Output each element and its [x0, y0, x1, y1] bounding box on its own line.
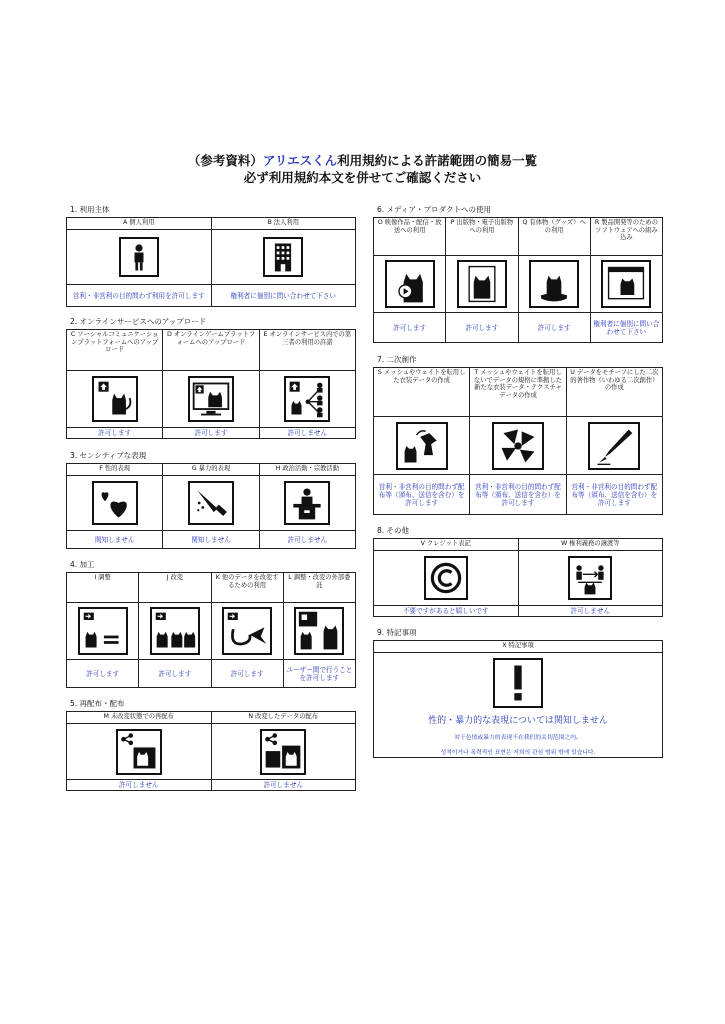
new-outfit-icon: [492, 422, 544, 470]
cell-header-m: M 未改変状態での再配布: [67, 712, 212, 724]
section-other: [373, 526, 663, 617]
status-i: 許可します: [67, 660, 139, 688]
status-e: 許可しません: [259, 428, 355, 439]
pen-icon: [588, 422, 640, 470]
status-s: 営利・非営利の目的問わず配布等（頒布、送信を含む）を許可します: [374, 475, 470, 515]
cell-header-b: B 法人利用: [211, 218, 356, 230]
building-icon: [263, 237, 303, 277]
person-icon: [119, 237, 159, 277]
cell-header-j: J 改変: [139, 573, 211, 603]
cell-header-k: K 他のデータを改変するための利用: [211, 573, 283, 603]
note-korean: 성적이거나 폭력적인 표현은 저희의 관심 범위 밖에 있습니다.: [440, 750, 596, 756]
section-title: 5. 再配布・配布: [70, 699, 125, 708]
cell-header-x: X 特記事項: [374, 641, 663, 653]
cell-header-l: L 調整・改変の外部委託: [283, 573, 355, 603]
section-special-notes: [373, 628, 663, 758]
share-users-icon: [284, 376, 330, 422]
status-n: 許可しません: [211, 780, 356, 791]
status-k: 許可します: [211, 660, 283, 688]
transfer-icon: [568, 556, 612, 600]
status-a: 営利・非営利の目的問わず利用を許可します: [67, 285, 212, 307]
section-title: 6. メディア・プロダクトへの使用: [377, 205, 491, 214]
figure-icon: [529, 260, 579, 308]
outfit-mesh-icon: [396, 422, 448, 470]
section-title: 3. センシティブな表現: [70, 451, 147, 460]
video-icon: [385, 260, 435, 308]
cell-header-n: N 改変したデータの配布: [211, 712, 356, 724]
status-f: 関知しません: [67, 531, 163, 549]
cell-header-u: U データをモチーフにした二次的著作物（いわゆる二次創作）の作成: [566, 368, 662, 417]
cell-header-a: A 個人利用: [67, 218, 212, 230]
status-j: 許可します: [139, 660, 211, 688]
cell-header-q: Q 有体物（グッズ）への利用: [518, 218, 590, 256]
knife-icon: [188, 481, 234, 525]
cell-header-d: D オンラインゲームプラットフォームへのアップロード: [163, 330, 259, 371]
modify-icon: [150, 607, 200, 655]
status-u: 営利・非営利の目的問わず配布等（頒布、送信を含む）を許可します: [566, 475, 662, 515]
page-subtitle: 必ず利用規約本文を併せてご確認ください: [243, 170, 482, 185]
status-c: 許可します: [67, 428, 163, 439]
copyright-icon: [424, 556, 468, 600]
section-title: 9. 特記事項: [377, 628, 417, 637]
distribute-modified-icon: [260, 729, 306, 775]
section-title: 7. 二次創作: [377, 355, 417, 364]
social-upload-icon: [92, 376, 138, 422]
status-g: 関知しません: [163, 531, 259, 549]
section-sensitive: [66, 451, 356, 549]
section-processing: [66, 560, 356, 688]
section-title: 2. オンラインサービスへのアップロード: [70, 317, 207, 326]
cell-header-t: T メッシュやウェイトを転用しないでデータの規格に準拠した新たな衣装データ・テクスチャデータの作成: [470, 368, 566, 417]
section-title: 4. 加工: [70, 560, 95, 569]
section-title: 8. その他: [377, 526, 410, 535]
page-title: （参考資料）アリエスくん利用規約による許諾範囲の簡易一覧: [187, 153, 538, 168]
section-usage-subject: [66, 205, 356, 307]
note-chinese: 対于色情或暴力的表现不在我们的关切范围之内。: [454, 735, 582, 741]
software-icon: [601, 260, 651, 308]
publication-icon: [457, 260, 507, 308]
status-p: 許可します: [446, 313, 518, 343]
cell-header-p: P 出版物・電子出版物への利用: [446, 218, 518, 256]
status-h: 許可しません: [259, 531, 355, 549]
section-online-upload: [66, 317, 356, 439]
status-o: 許可します: [374, 313, 446, 343]
status-v: 不要ですがあると嬉しいです: [374, 606, 519, 617]
cell-header-v: V クレジット表記: [374, 539, 519, 551]
outsource-icon: [294, 607, 344, 655]
cell-header-e: E オンラインサービス内での第三者の利用の許諾: [259, 330, 355, 371]
cell-header-f: F 性的表現: [67, 464, 163, 476]
section-redistribution: [66, 699, 356, 791]
cell-header-i: I 調整: [67, 573, 139, 603]
status-b: 権利者に個別に問い合わせて下さい: [211, 285, 356, 307]
cell-header-w: W 権利義務の譲渡等: [518, 539, 663, 551]
status-l: ユーザー間で行うことを許可します: [283, 660, 355, 688]
status-d: 許可します: [163, 428, 259, 439]
cell-header-h: H 政治活動・宗教活動: [259, 464, 355, 476]
note-japanese: 性的・暴力的な表現については関知しません: [428, 716, 608, 726]
podium-icon: [284, 481, 330, 525]
status-m: 許可しません: [67, 780, 212, 791]
exclamation-icon: [493, 658, 543, 708]
hearts-icon: [92, 481, 138, 525]
section-media-products: [373, 205, 663, 343]
cell-header-o: O 映像作品・配信・放送への利用: [374, 218, 446, 256]
section-derivative: [373, 355, 663, 515]
cell-header-r: R 製品開発等のためのソフトウェアへの組み込み: [590, 218, 662, 256]
status-r: 権利者に個別に問い合わせて下さい: [590, 313, 662, 343]
status-t: 営利・非営利の目的問わず配布等（頒布、送信を含む）を許可します: [470, 475, 566, 515]
status-q: 許可します: [518, 313, 590, 343]
section-title: 1. 利用主体: [70, 205, 110, 214]
redistribute-icon: [116, 729, 162, 775]
status-w: 許可しません: [518, 606, 663, 617]
cell-header-s: S メッシュやウェイトを転用した衣装データの作成: [374, 368, 470, 417]
cell-header-g: G 暴力的表現: [163, 464, 259, 476]
adjust-icon: [78, 607, 128, 655]
cell-header-c: C ソーシャルコミュニケーションプラットフォームへのアップロード: [67, 330, 163, 371]
morph-icon: [222, 607, 272, 655]
game-upload-icon: [188, 376, 234, 422]
